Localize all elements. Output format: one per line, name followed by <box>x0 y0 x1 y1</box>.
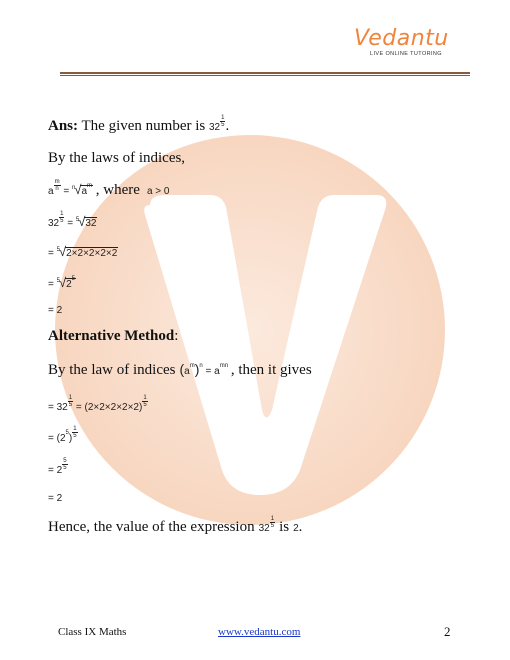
ans-text: The given number is <box>81 118 206 134</box>
ans-expression: 32 $\frac{1}{5}$ <box>208 114 225 133</box>
alt-step-2: = $(2^5)$ $\frac{1}{5}$ <box>48 426 77 445</box>
laws-intro: By the laws of indices, <box>48 150 186 166</box>
step-3: = $^5√2^5$ <box>48 275 76 290</box>
conclusion: Hence, the value of the expression 32 $\frac{1}{5}$ is 2. <box>48 515 303 535</box>
header-rule <box>60 72 470 74</box>
alt-law-line: By the law of indices $(a^m)^n = a^{mn}$ , then it gives <box>48 361 312 378</box>
step-4: = 2 <box>48 305 63 316</box>
header-rule-thin <box>60 75 470 76</box>
footer-page-number: 2 <box>444 624 451 639</box>
footer-left: Class IX Maths <box>58 626 127 638</box>
law-line: a $\frac{m}{n}$ = $^n√a^m$ , where a > 0 <box>48 178 170 198</box>
logo-text: Vedantu <box>354 26 449 51</box>
alt-step-1: = 32 $\frac{1}{5}$ = (2×2×2×2×2) $\frac{1}{5}$ <box>48 395 147 414</box>
alt-step-4: = 2 <box>48 493 63 504</box>
answer-line: Ans: The given number is 32 $\frac{1}{5}$ . <box>48 114 230 134</box>
vedantu-logo <box>354 27 466 61</box>
step-1: 32 $\frac{1}{5}$ = $^5$√32 <box>48 210 97 229</box>
alt-method-title: Alternative Method: <box>48 328 179 344</box>
footer-link[interactable]: www.vedantu.com <box>218 626 301 638</box>
alt-step-3: = 2 $\frac{5}{5}$ <box>48 458 67 477</box>
step-2: = $^5$√2×2×2×2×2 <box>48 244 118 259</box>
ans-label: Ans: <box>48 118 79 134</box>
logo-tagline: LIVE ONLINE TUTORING <box>370 51 442 57</box>
